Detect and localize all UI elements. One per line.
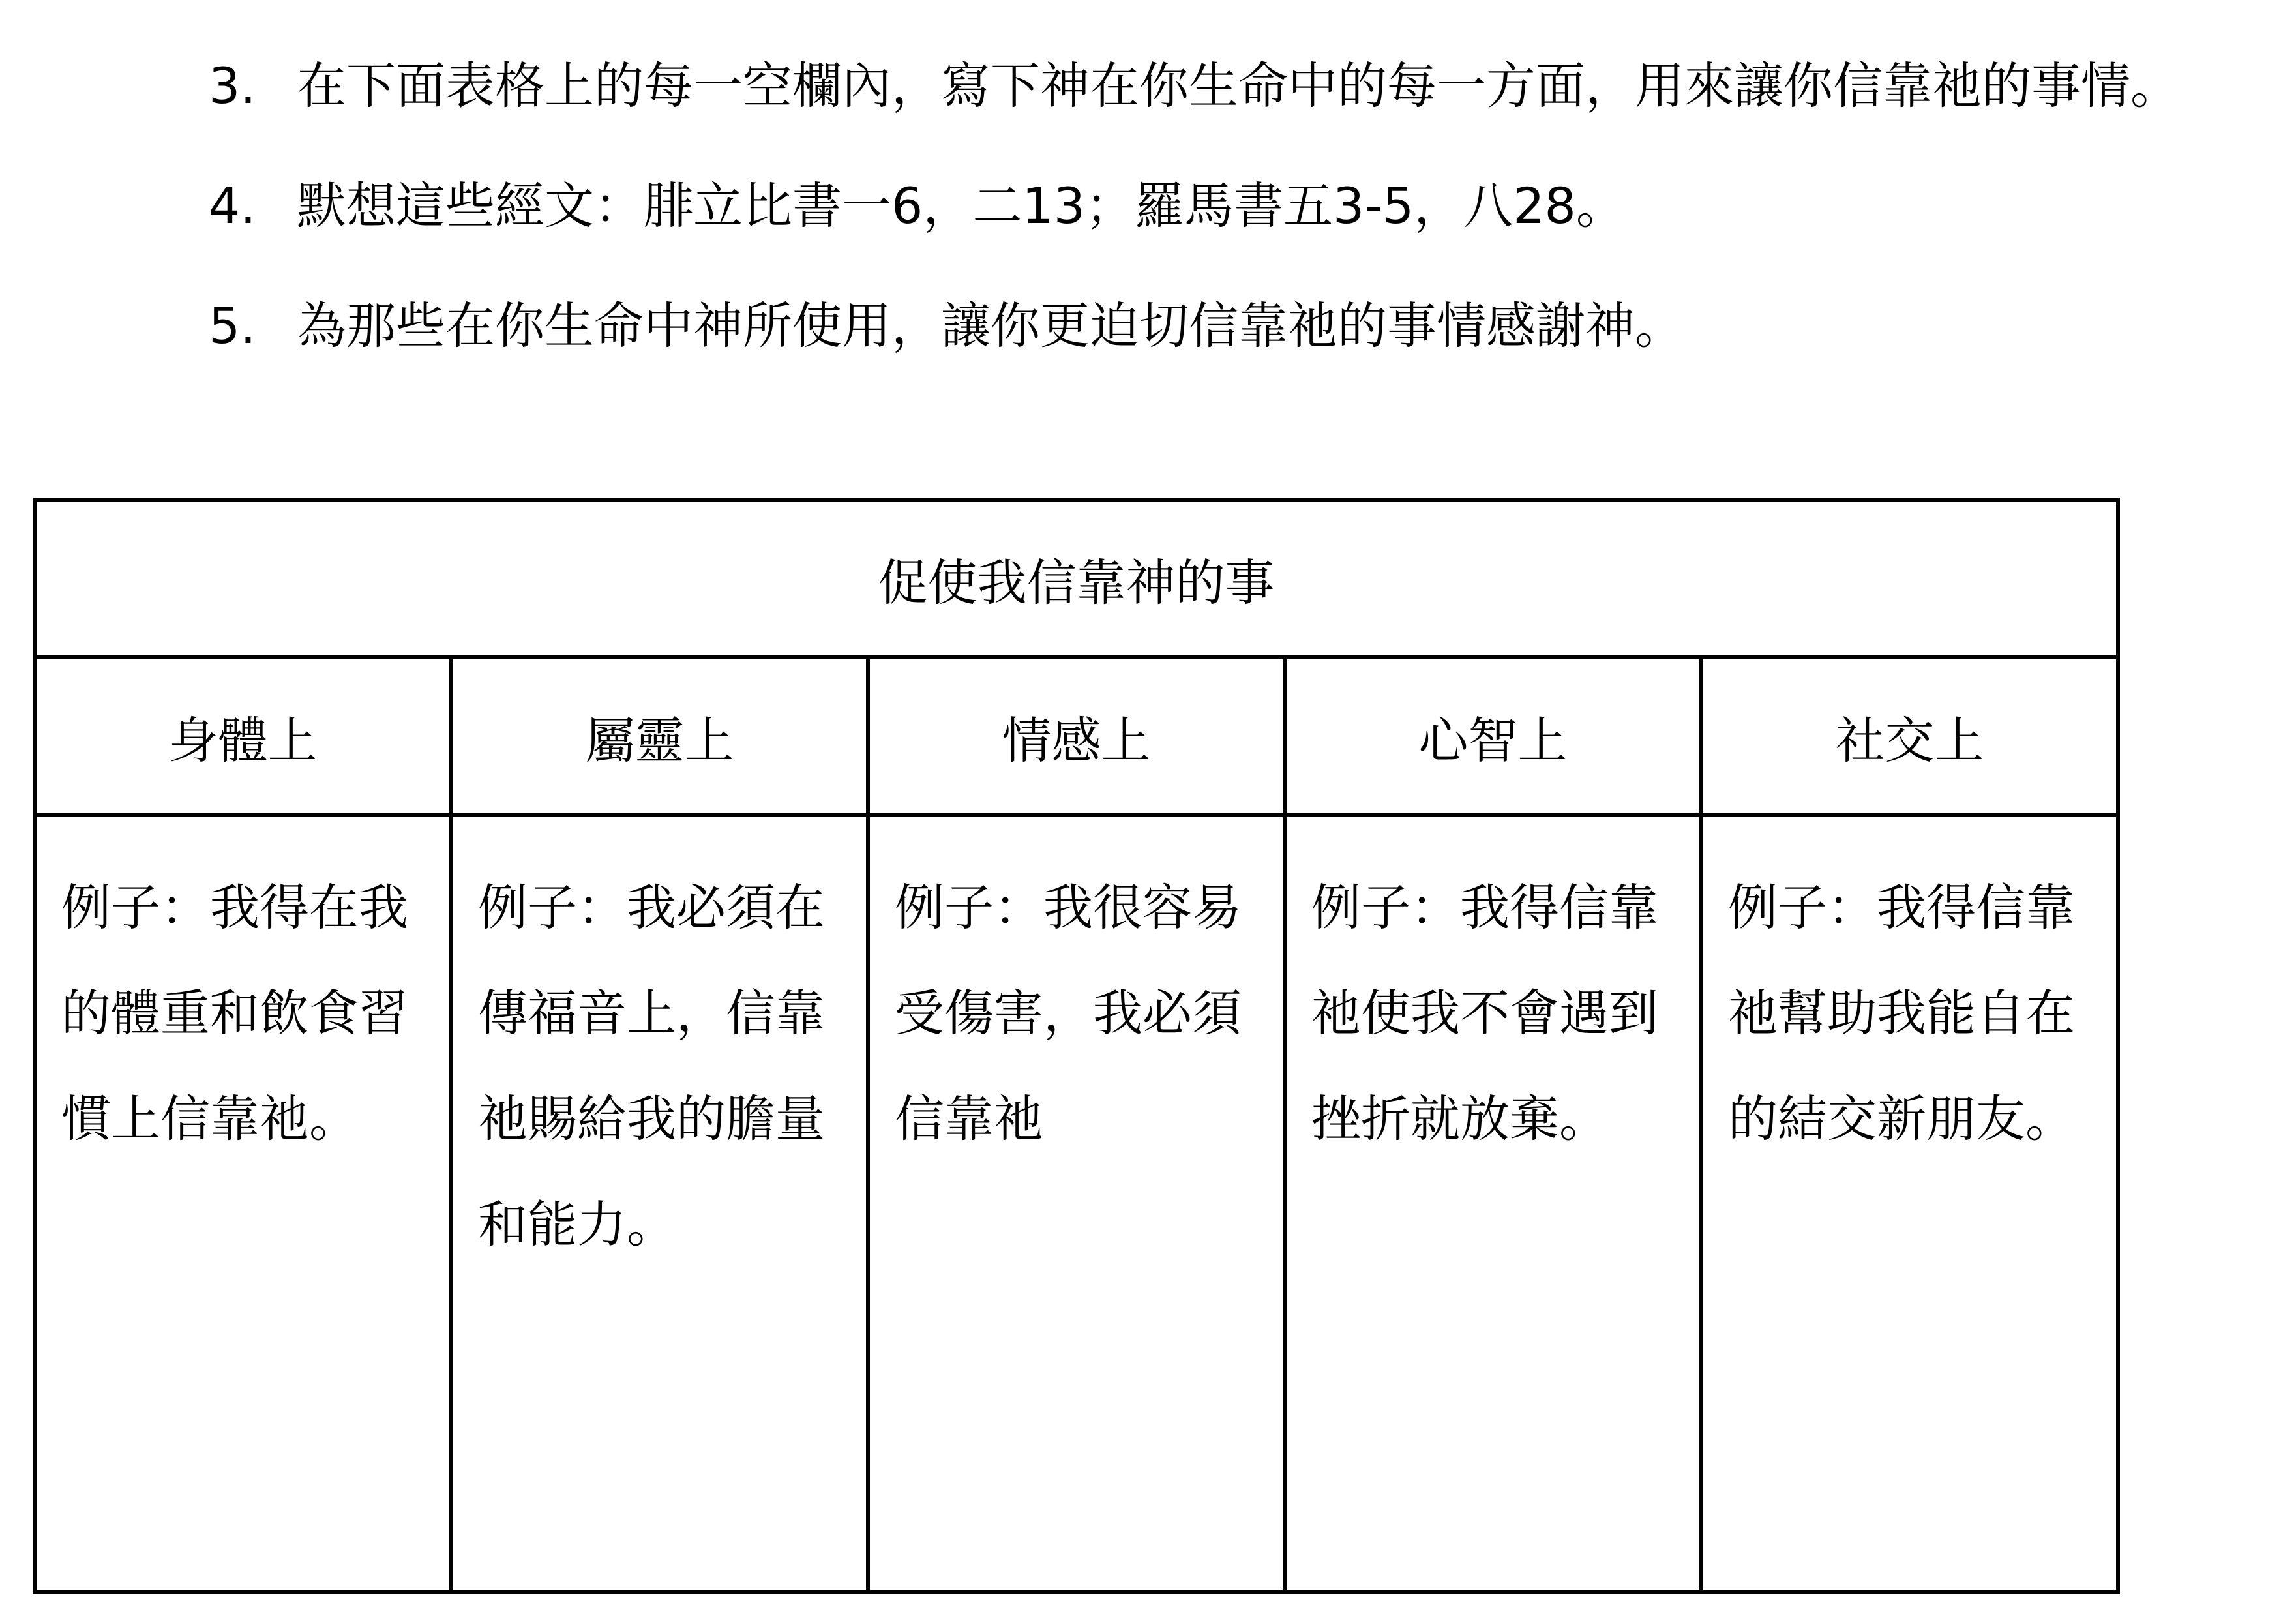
header-social: 社交上 (1701, 657, 2118, 815)
instruction-number: 4. (209, 177, 256, 235)
header-physical: 身體上 (35, 657, 451, 815)
instruction-item-4 (209, 146, 2282, 266)
instruction-text: 為那些在你生命中神所使用，讓你更迫切信靠祂的事情感謝神。 (297, 297, 1684, 355)
example-social: 例子：我得信靠祂幫助我能自在的結交新朋友。 (1701, 815, 2118, 1592)
instruction-text: 在下面表格上的每一空欄內，寫下神在你生命中的每一方面，用來讓你信靠祂的事情。 (297, 57, 2180, 115)
trust-table (33, 498, 2120, 1594)
instruction-item-3 (209, 26, 2282, 146)
table-row (35, 815, 2118, 1592)
header-emotional: 情感上 (868, 657, 1285, 815)
instruction-number: 3. (209, 57, 256, 115)
example-mental: 例子：我得信靠祂使我不會遇到挫折就放棄。 (1285, 815, 1701, 1592)
instruction-number: 5. (209, 297, 256, 355)
header-spiritual: 屬靈上 (451, 657, 868, 815)
example-spiritual: 例子：我必須在傳福音上，信靠祂賜給我的膽量和能力。 (451, 815, 868, 1592)
instruction-item-5 (209, 266, 2282, 386)
table-title-row (35, 500, 2118, 657)
table-header-row (35, 657, 2118, 815)
instruction-list (209, 26, 2282, 386)
table-title: 促使我信靠神的事 (35, 500, 2118, 657)
header-mental: 心智上 (1285, 657, 1701, 815)
example-emotional: 例子：我很容易受傷害，我必須信靠祂 (868, 815, 1285, 1592)
instruction-text: 默想這些經文：腓立比書一6，二13；羅馬書五3-5，八28。 (297, 177, 1626, 235)
example-physical: 例子：我得在我的體重和飲食習慣上信靠祂。 (35, 815, 451, 1592)
